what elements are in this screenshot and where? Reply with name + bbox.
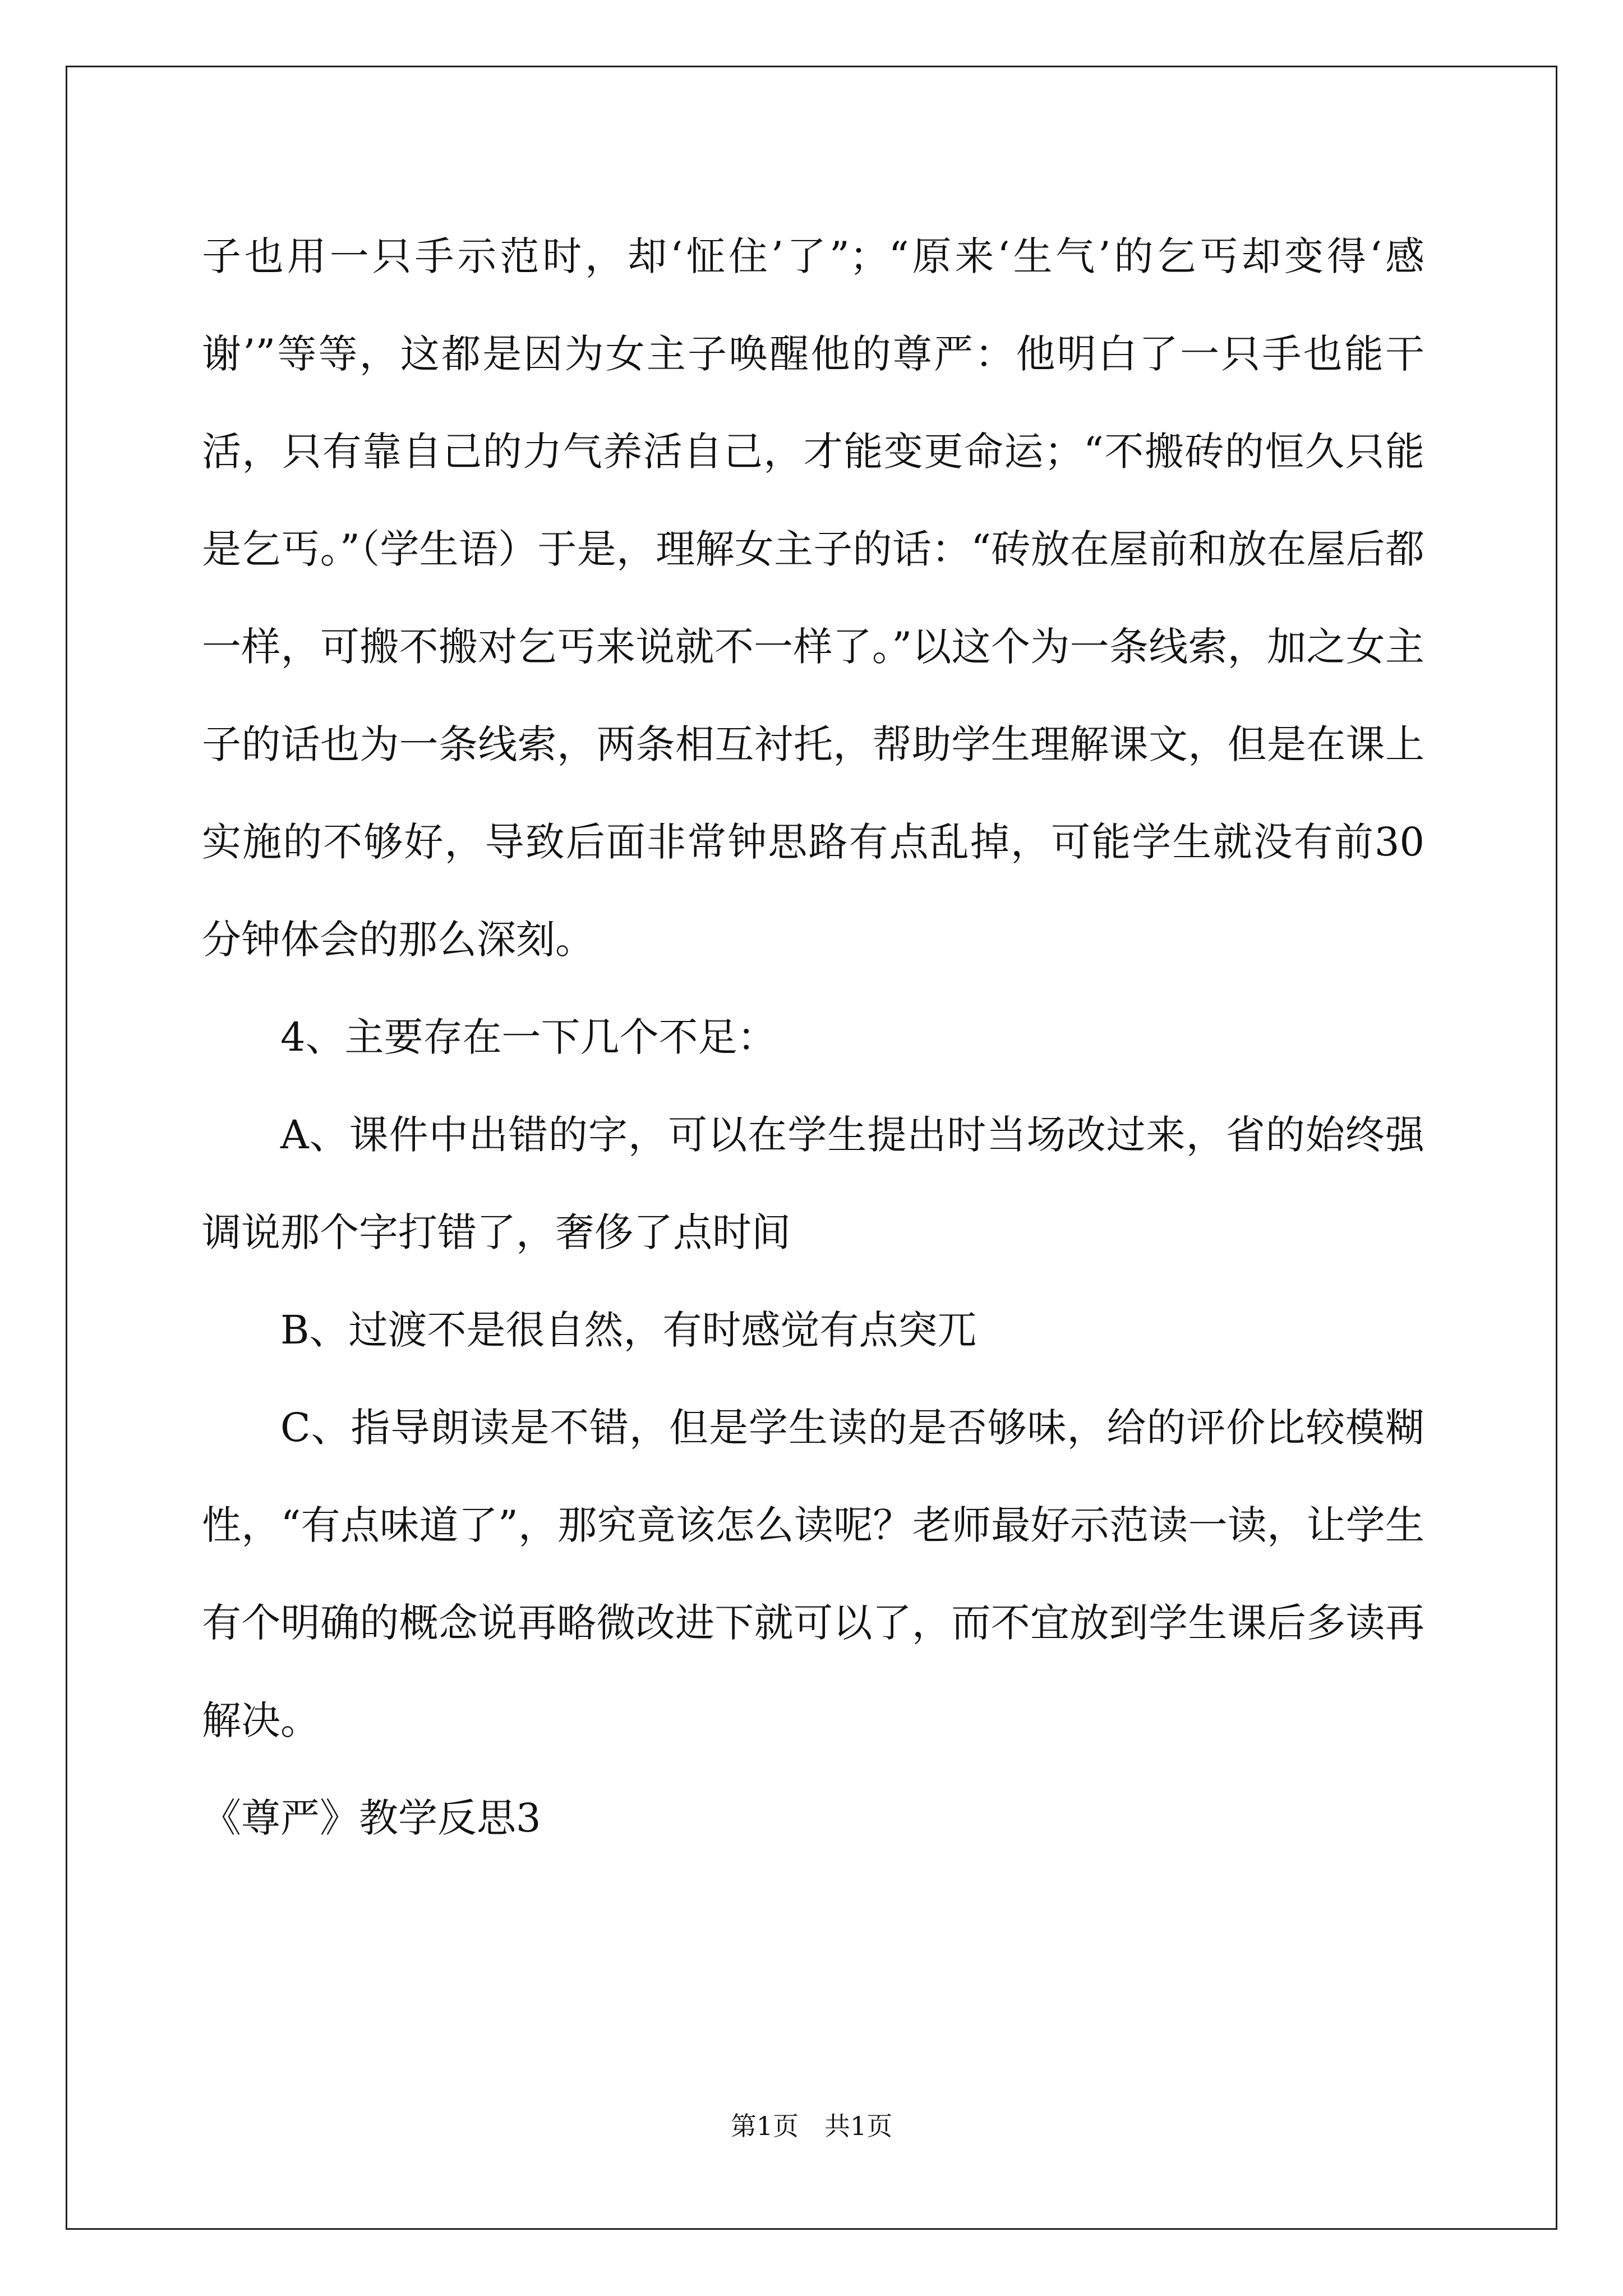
paragraph-continuation: 子也用一只手示范时，却‘怔住’了”；“原来‘生气’的乞丐却变得‘感谢’”等等，这都是因为女主子唤醒他的尊严：他明白了一只手也能干活，只有靠自己的力气养活自己，才能变更命运；“不搬砖的恒久只能是乞丐。”（学生语）于是，理解女主子的话：“砖放在屋前和放在屋后都一样，可搬不搬对乞丐来说就不一样了。”以这个为一条线索，加之女主子的话也为一条线索，两条相互衬托，帮助学生理解课文，但是在课上实施的不够好，导致后面非常钟思路有点乱掉，可能学生就没有前30分钟体会的那么深刻。 (202, 233, 1424, 963)
document-body (202, 208, 1424, 1867)
paragraph-point-b: B、过渡不是很自然，有时感觉有点突兀 (280, 1307, 977, 1353)
section-title: 《尊严》教学反思3 (202, 1795, 541, 1841)
paragraph-point-c: C、指导朗读是不错，但是学生读的是否够味，给的评价比较模糊性，“有点味道了”，那究竟该怎么读呢？老师最好示范读一读，让学生有个明确的概念说再略微改进下就可以了，而不宜放到学生课后多读再解决。 (202, 1405, 1424, 1743)
paragraph-point-4: 4、主要存在一下几个不足： (280, 1014, 777, 1060)
page-footer: 第1页 共1页 (730, 2111, 893, 2141)
paragraph-point-a: A、课件中出错的字，可以在学生提出时当场改过来，省的始终强调说那个字打错了，奢侈了点时间 (202, 1112, 1424, 1255)
